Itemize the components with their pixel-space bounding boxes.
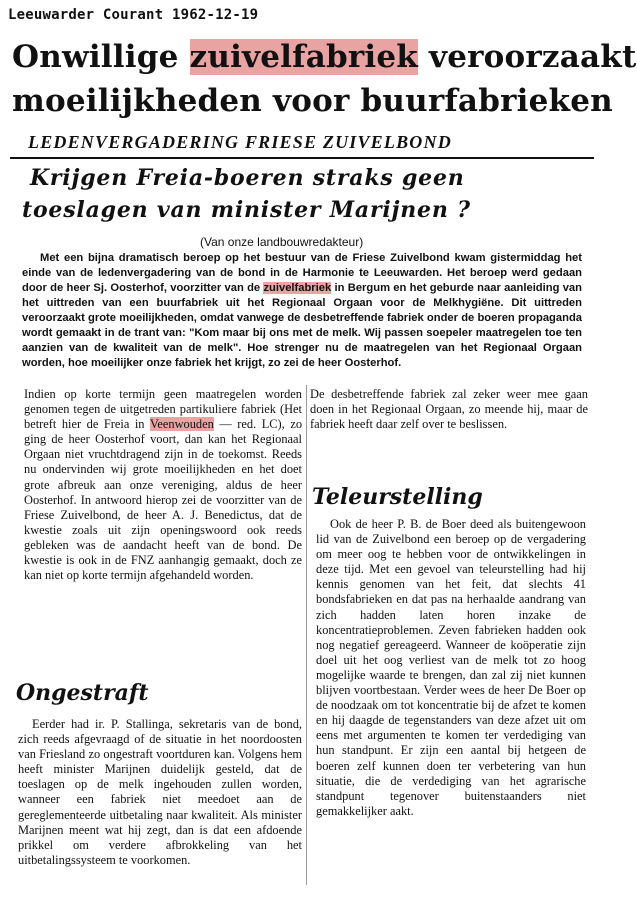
right-column-paragraph-1: De desbetreffende fabriek zal zeker weer mee gaan doen in het Regionaal Orgaan, zo meende hij, maar de fabriek heeft daar zelf over te beslissen. [310,387,588,432]
section-heading-ongestraft: Ongestraft [16,680,149,706]
headline-text-b: veroorzaakt [417,39,637,75]
left-highlight: Veenwouden [149,417,214,432]
column-divider [306,385,307,885]
source-line: Leeuwarder Courant 1962-12-19 [8,7,259,23]
left-text-a: Indien op korte termijn geen maatregelen worden genomen tegen de uitgetreden partikuliere fabriek (Het betreft hier de Freia in [24,387,302,432]
section-heading-teleurstelling: Teleurstelling [312,484,483,510]
divider [10,157,594,159]
lead-paragraph [22,251,582,371]
left-text-b: — red. LC), zo ging de heer Oosterhof voort, dan kan het Regionaal Orgaan niet vruchtdragend zijn in de toekomst. Reeds nu ondervinden wij grote moeilijkheden en het doet grote afbreuk aan onze vereniging, aldus de heer Oosterhof. In antwoord hierop zei de voorzitter van de Friese Zuivelbond, de heer A. J. Benedictus, dat de kwestie zoals uit zijn openingswoord ook reeds gebleken was de aandacht heeft van de bond. De kwestie is ook in de FNZ aanhangig gemaakt, doch ze kan niet op korte termijn afgehandeld worden. [24,417,303,583]
left-column-paragraph [24,387,302,583]
lead-text-b: in Bergum en het geburde naar aanleiding van het uittreden van een buurfabriek uit het Regionaal Orgaan voor de Melkhygiëne. Dit uittreden veroorzaakt grote moeilijkheden, omdat vanwege de desbetreffende fabriek onder de boeren propaganda wordt gemaakt in de trant van: "Kom maar bij ons met de melk. Wij passen soepeler maatregelen toe ten aanzien van de kwaliteit van de melk". Hoe strenger nu de maatregelen van het Regionaal Orgaan worden, hoe moeilijker onze fabriek het krijgt, zo zei de heer Oosterhof. [22,282,582,369]
right-column-paragraph-2: Ook de heer P. B. de Boer deed als buitengewoon lid van de Zuivelbond een beroep op de vergadering om meer oog te hebben voor de ontwikkelingen in deze tijd. Met een gevoel van teleurstelling had hij kennis genomen van het feit, dat slechts 41 bondsfabrieken en dat pas na herhaalde aandrang van zich hadden laten horen inzake de koncentratieproblemen. Zeven fabrieken hadden ook nog negatief gereageerd. Wanneer de koöperatie zijn doel uit het oog verliest van de melk tot zo hoog mogelijke waarde te brengen, dan zal zij niet kunnen blijven voortbestaan. Verder wees de heer De Boer op de noodzaak om tot koncentratie bij de afzet te komen en hij daagde de tegenstanders van deze afzet uit om eens met argumenten te komen ter verdediging van hun standpunt. Er zijn een aantal bij hetgeen de boeren zelf kunnen doen ter verbetering van hun situatie, die de verdediging van het agrarische standpunt tegenover buitenstaanders niet gemakkelijker aakt. [316,517,586,818]
subhead-line-2: toeslagen van minister Marijnen ? [22,197,471,223]
byline: (Van onze landbouwredakteur) [200,235,364,249]
headline-line-1 [12,36,637,78]
headline-highlight: zuivelfabriek [189,39,418,75]
kicker: LEDENVERGADERING FRIESE ZUIVELBOND [28,132,452,152]
headline-text-a: Onwillige [12,39,190,75]
left-column-paragraph-2: Eerder had ir. P. Stallinga, sekretaris van de bond, zich reeds afgevraagd of de situatie in het noordoosten van Friesland zo ongestraft voortduren kan. Volgens hem heeft minister Marijnen duidelijk gesteld, dat de toeslagen op de melk ingehouden zullen worden, wanneer een fabriek niet meedoet aan de gereglementeerde uitbetaling naar kwaliteit. Als minister Marijnen meent wat hij zegt, dan is dat een afdoende prikkel om verdere afbrokkeling van het uitbetalingssysteem te voorkomen. [18,717,302,867]
lead-highlight: zuivelfabriek [263,282,332,294]
headline-line-2: moeilijkheden voor buurfabrieken [12,83,613,119]
lead-text-a: Met een bijna dramatisch beroep op het bestuur van de Friese Zuivelbond kwam gistermiddag het einde van de ledenvergadering van de bond in de Harmonie te Leeuwarden. Het beroep werd gedaan door de heer Sj. Oosterhof, voorzitter van de [22,252,582,294]
subhead-line-1: Krijgen Freia-boeren straks geen [30,165,465,191]
